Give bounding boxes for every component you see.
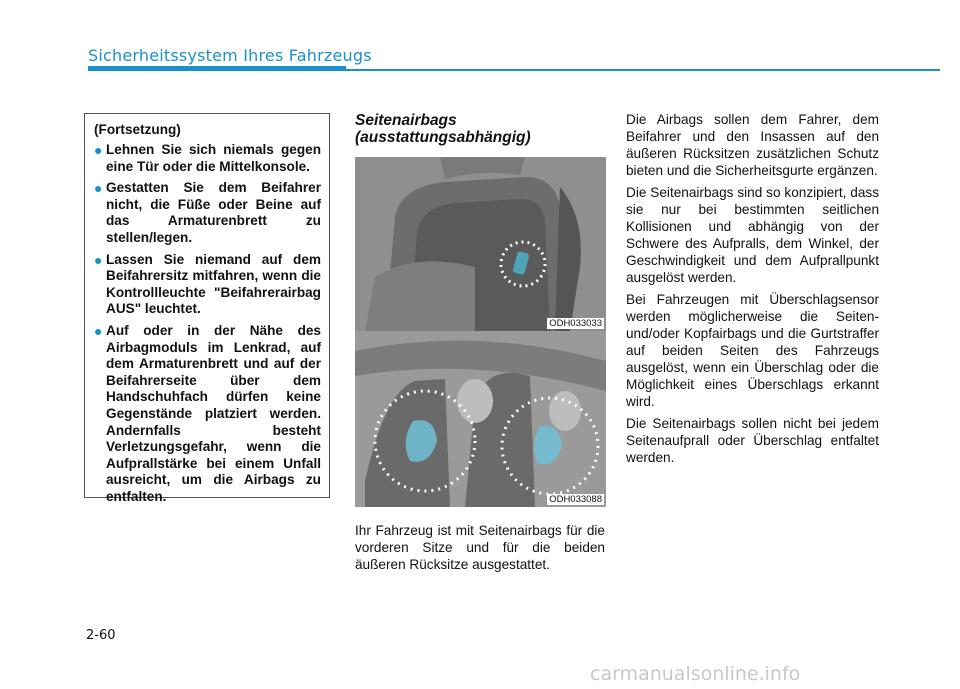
section-heading bbox=[355, 112, 605, 146]
section-title-line1: Seitenairbags bbox=[355, 112, 457, 129]
caution-box bbox=[84, 113, 330, 504]
image-code-label: ODH033033 bbox=[549, 318, 602, 329]
seat-illustration-svg bbox=[355, 157, 606, 331]
caution-item: ● Lehnen Sie sich niemals gegen eine Tür oder die Mittelkonsole. bbox=[94, 142, 321, 174]
cabin-side-airbag-illustration bbox=[355, 331, 606, 507]
page-number: 2-60 bbox=[86, 628, 116, 643]
right-paragraph: Die Seitenairbags sollen nicht bei jedem Seitenaufprall oder Überschlag entfaltet werden. bbox=[626, 416, 879, 465]
bullet-icon: ● bbox=[94, 251, 103, 268]
bullet-icon: ● bbox=[94, 142, 103, 158]
right-column bbox=[626, 111, 879, 471]
right-paragraph: Bei Fahrzeugen mit Überschlagsensor werden möglicherweise die Seiten- und/oder Kopfairbags und die Gurtstraffer auf beiden Seiten des Fahrzeugs ausgelöst, wenn ein Überschlag oder die Möglichkeit eines Überschlags erkannt wird. bbox=[626, 292, 879, 409]
caution-item: ● Auf oder in der Nähe des Airbagmoduls im Lenkrad, auf dem Armaturenbrett und auf der Beifahrerseite über dem Handschuhfach dürfen keine Gegenstände platziert werden. Andernfalls besteht Verletzungsgefahr, wenn die Aufprallstärke bei einem Unfall ausreicht, um die Airbags zu entfalten. bbox=[94, 322, 321, 504]
header-rule-thin bbox=[346, 69, 940, 71]
watermark: carmanualsonline.info bbox=[590, 663, 801, 685]
section-title-line2: (ausstattungsabhängig) bbox=[355, 129, 531, 146]
header-rule-thick bbox=[88, 66, 346, 71]
seat-side-airbag-illustration bbox=[355, 157, 606, 331]
caution-item: ● Gestatten Sie dem Beifahrer nicht, die Füße oder Beine auf das Armaturenbrett zu stellen/legen. bbox=[94, 180, 321, 245]
bullet-icon: ● bbox=[94, 322, 103, 339]
caution-list bbox=[94, 142, 321, 505]
caution-item: ● Lassen Sie niemand auf dem Beifahrersitz mitfahren, wenn die Kontrollleuchte "Beifahrerairbag AUS" leuchtet. bbox=[94, 251, 321, 317]
bullet-icon: ● bbox=[94, 180, 103, 197]
cabin-illustration-svg bbox=[355, 331, 606, 507]
right-paragraph: Die Airbags sollen dem Fahrer, dem Beifahrer und den Insassen auf den äußeren Rücksitzen zusätzlichen Schutz bieten und die Sicherheitsgurte ergänzen. bbox=[626, 112, 879, 178]
section-header-title: Sicherheitssystem Ihres Fahrzeugs bbox=[88, 46, 372, 65]
image-code-label: ODH033088 bbox=[549, 494, 602, 505]
section-paragraph: Ihr Fahrzeug ist mit Seitenairbags für die vorderen Sitze und für die beiden äußeren Rücksitze ausgestattet. bbox=[355, 523, 605, 572]
right-paragraph: Die Seitenairbags sind so konzipiert, dass sie nur bei bestimmten seitlichen Kollisionen und abhängig von der Schwere des Aufpralls, dem Winkel, der Geschwindigkeit und dem Aufprallpunkt ausgelöst werden. bbox=[626, 185, 879, 285]
caution-continued-label: (Fortsetzung) bbox=[94, 122, 181, 137]
